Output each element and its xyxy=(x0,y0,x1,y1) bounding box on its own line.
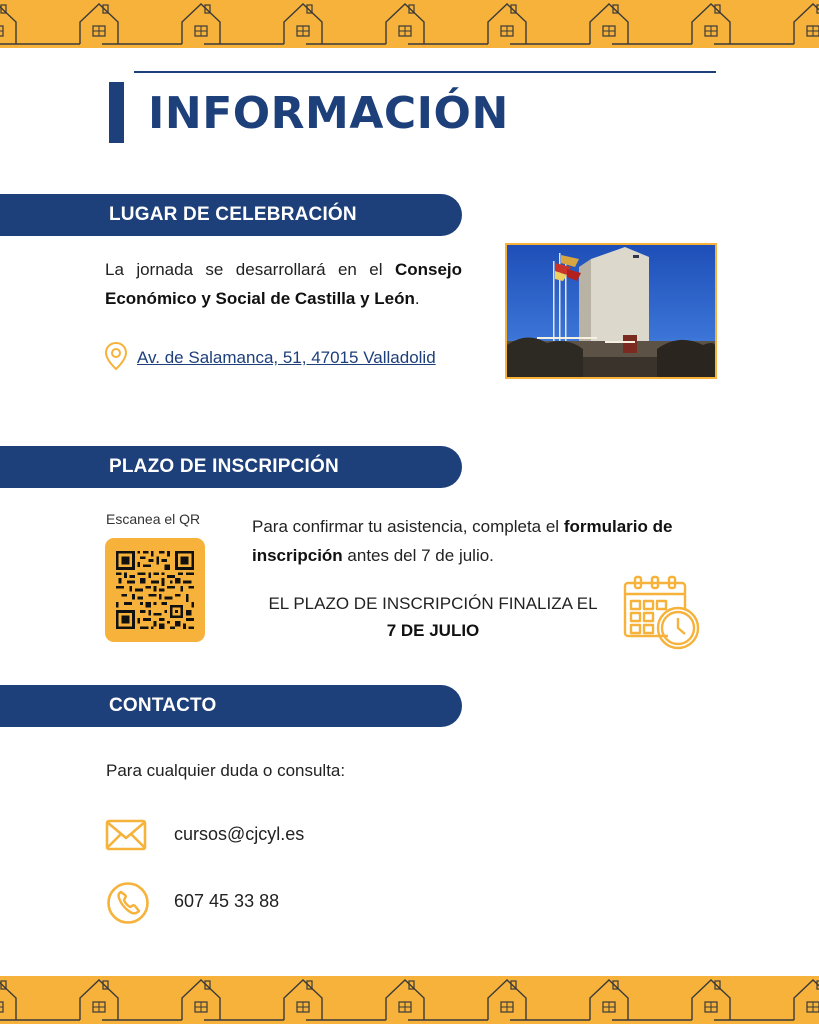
contact-email[interactable]: cursos@cjcyl.es xyxy=(174,824,305,844)
registration-instructions xyxy=(252,512,712,570)
registration-text-end: antes del 7 de julio. xyxy=(342,546,494,565)
envelope-icon xyxy=(105,819,147,856)
location-pin-icon xyxy=(104,341,128,376)
section-header-registration xyxy=(0,446,462,488)
qr-label: Escanea el QR xyxy=(106,511,201,527)
bottom-house-border xyxy=(0,976,819,1024)
contact-phone[interactable]: 607 45 33 88 xyxy=(174,891,280,911)
deadline-date: 7 DE JULIO xyxy=(386,621,480,640)
calendar-clock-icon xyxy=(622,574,702,657)
section-title-venue: LUGAR DE CELEBRACIÓN xyxy=(109,204,357,225)
venue-name: Consejo Económico y Social de Castilla y León xyxy=(105,260,462,308)
page-title: INFORMACIÓN xyxy=(148,88,509,139)
phone-icon xyxy=(106,881,150,930)
registration-text-start: Para confirmar tu asistencia, completa el xyxy=(252,517,564,536)
registration-qr-code[interactable] xyxy=(105,538,205,642)
section-header-venue xyxy=(0,194,462,236)
deadline-notice xyxy=(258,590,608,644)
venue-building-photo xyxy=(505,243,717,379)
deadline-line: EL PLAZO DE INSCRIPCIÓN FINALIZA EL xyxy=(268,594,598,613)
qr-pattern xyxy=(116,551,194,629)
venue-intro-text: La jornada se desarrollará en el xyxy=(105,260,395,279)
section-header-contact xyxy=(0,685,462,727)
contact-intro: Para cualquier duda o consulta: xyxy=(106,761,346,780)
venue-address-link[interactable]: Av. de Salamanca, 51, 47015 Valladolid xyxy=(137,348,436,367)
top-house-border xyxy=(0,0,819,48)
venue-intro-end: . xyxy=(414,289,420,308)
section-title-registration: PLAZO DE INSCRIPCIÓN xyxy=(109,456,339,477)
venue-description xyxy=(105,255,462,313)
title-divider xyxy=(134,71,716,73)
registration-form-name: formulario de inscripción xyxy=(252,517,673,565)
title-accent-bar xyxy=(109,82,124,143)
section-title-contact: CONTACTO xyxy=(109,695,217,716)
